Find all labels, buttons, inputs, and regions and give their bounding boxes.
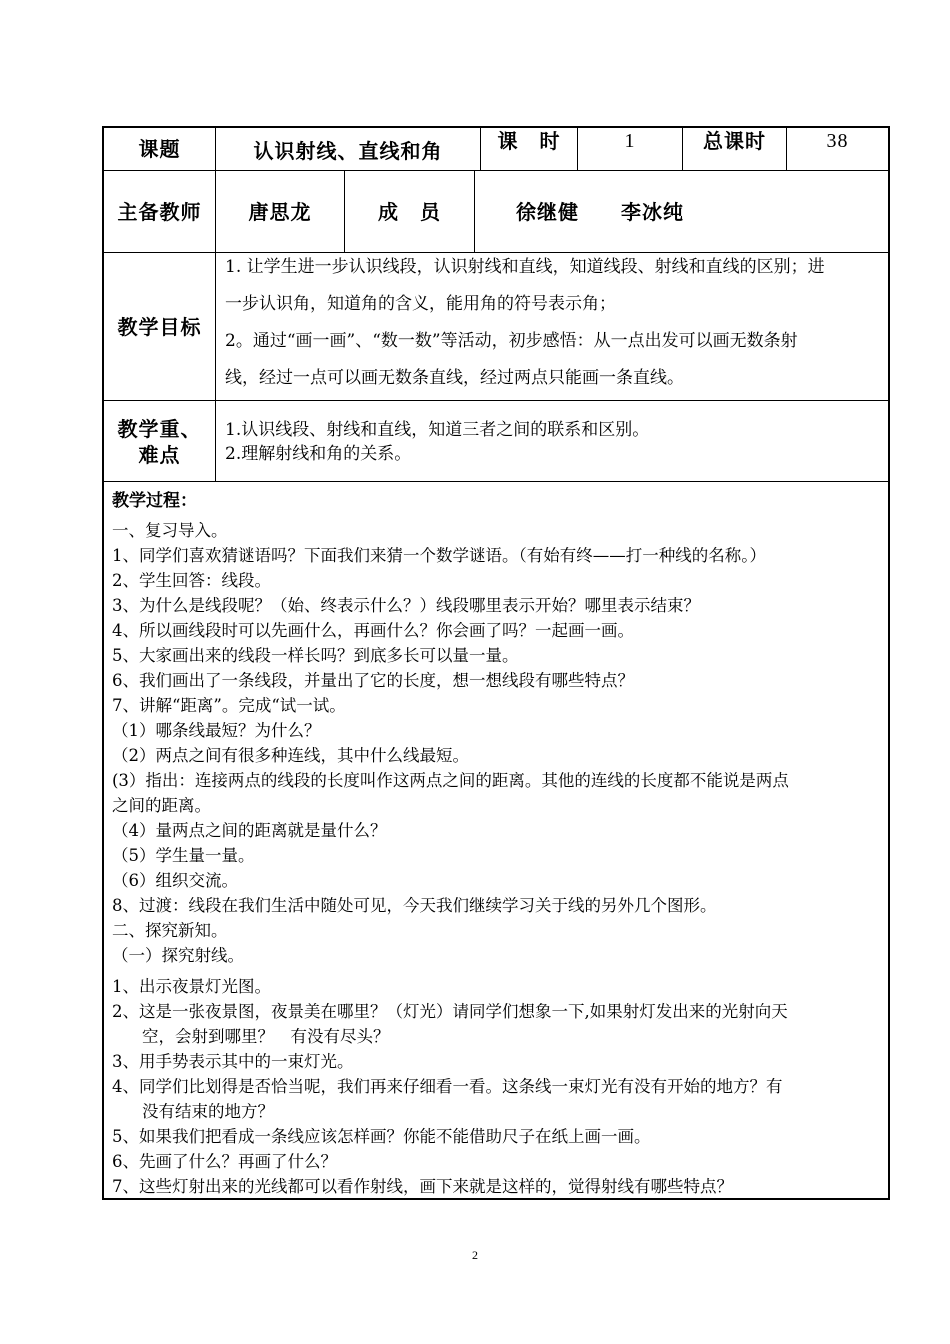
process-line: 6、先画了什么？再画了什么？ bbox=[112, 1152, 337, 1171]
process-body bbox=[112, 518, 884, 1199]
process-line: （1）哪条线最短？为什么？ bbox=[112, 721, 321, 740]
lead-teacher-label: 主备教师 bbox=[117, 199, 202, 224]
page-number: 2 bbox=[472, 1248, 478, 1262]
key-point-line: 2.理解射线和角的关系。 bbox=[225, 444, 412, 464]
process-line: 2、这是一张夜景图，夜景美在哪里？（灯光）请同学们想象一下,如果射灯发出来的光射向天 bbox=[112, 1002, 788, 1021]
members-value: 徐继健 李冰纯 bbox=[516, 199, 684, 224]
topic-value: 认识射线、直线和角 bbox=[253, 139, 443, 163]
process-title: 教学过程： bbox=[112, 491, 197, 511]
process-line: （5）学生量一量。 bbox=[112, 846, 255, 865]
process-line: 1、同学们喜欢猜谜语吗？下面我们来猜一个数学谜语。（有始有终——打一种线的名称。） bbox=[112, 546, 766, 565]
period-label: 课 时 bbox=[497, 129, 561, 153]
objectives-line: 线，经过一点可以画无数条直线，经过两点只能画一条直线。 bbox=[225, 368, 684, 388]
process-line: （2）两点之间有很多种连线，其中什么线最短。 bbox=[112, 746, 469, 765]
process-line: 2、学生回答：线段。 bbox=[112, 571, 271, 590]
process-line: 二、探究新知。 bbox=[112, 921, 228, 940]
process-line: 空，会射到哪里？ 有没有尽头？ bbox=[142, 1027, 390, 1046]
process-line: 一、复习导入。 bbox=[112, 521, 228, 540]
period-value: 1 bbox=[624, 130, 636, 152]
process-line: 3、用手势表示其中的一束灯光。 bbox=[112, 1052, 354, 1071]
key-points-label-line1: 教学重、 bbox=[117, 417, 202, 441]
objectives-line: 1. 让学生进一步认识线段，认识射线和直线，知道线段、射线和直线的区别；进 bbox=[225, 257, 825, 277]
key-points-label-line2: 难点 bbox=[138, 443, 181, 467]
process-line: 7、这些灯射出来的光线都可以看作射线，画下来就是这样的，觉得射线有哪些特点？ bbox=[112, 1177, 733, 1196]
members-label: 成 员 bbox=[378, 199, 441, 224]
process-line: （6）组织交流。 bbox=[112, 871, 238, 890]
objectives-line: 2。通过“画一画”、“数一数”等活动，初步感悟：从一点出发可以画无数条射 bbox=[225, 331, 798, 351]
process-line: 8、过渡：线段在我们生活中随处可见，今天我们继续学习关于线的另外几个图形。 bbox=[112, 896, 717, 915]
process-line: 1、出示夜景灯光图。 bbox=[112, 977, 271, 996]
row-divider bbox=[102, 481, 890, 482]
total-periods-value: 38 bbox=[826, 130, 849, 152]
process-line: 3、为什么是线段呢？（始、终表示什么？）线段哪里表示开始？哪里表示结束？ bbox=[112, 596, 700, 615]
topic-label: 课题 bbox=[138, 137, 181, 161]
process-line: 没有结束的地方？ bbox=[142, 1102, 274, 1121]
process-line: 5、如果我们把看成一条线应该怎样画？你能不能借助尺子在纸上画一画。 bbox=[112, 1127, 651, 1146]
row-divider bbox=[102, 400, 890, 401]
process-line: 7、讲解“距离”。完成“试一试。 bbox=[112, 696, 346, 715]
process-line: 4、所以画线段时可以先画什么，再画什么？你会画了吗？一起画一画。 bbox=[112, 621, 634, 640]
process-line: 4、同学们比划得是否恰当呢，我们再来仔细看一看。这条线一束灯光有没有开始的地方？有 bbox=[112, 1077, 783, 1096]
process-line: 6、我们画出了一条线段，并量出了它的长度，想一想线段有哪些特点？ bbox=[112, 671, 634, 690]
process-line: （4）量两点之间的距离就是量什么？ bbox=[112, 821, 387, 840]
key-point-line: 1.认识线段、射线和直线，知道三者之间的联系和区别。 bbox=[225, 420, 650, 440]
process-line: （一）探究射线。 bbox=[112, 946, 244, 965]
process-line: (3）指出：连接两点的线段的长度叫作这两点之间的距离。其他的连线的长度都不能说是两点 bbox=[112, 771, 789, 790]
total-periods-label: 总课时 bbox=[703, 129, 766, 153]
objectives-label: 教学目标 bbox=[117, 314, 202, 339]
process-line: 5、大家画出来的线段一样长吗？到底多长可以量一量。 bbox=[112, 646, 519, 665]
lead-teacher-value: 唐思龙 bbox=[248, 199, 312, 224]
process-line: 之间的距离。 bbox=[112, 796, 211, 815]
objectives-line: 一步认识角，知道角的含义，能用角的符号表示角； bbox=[225, 294, 616, 314]
